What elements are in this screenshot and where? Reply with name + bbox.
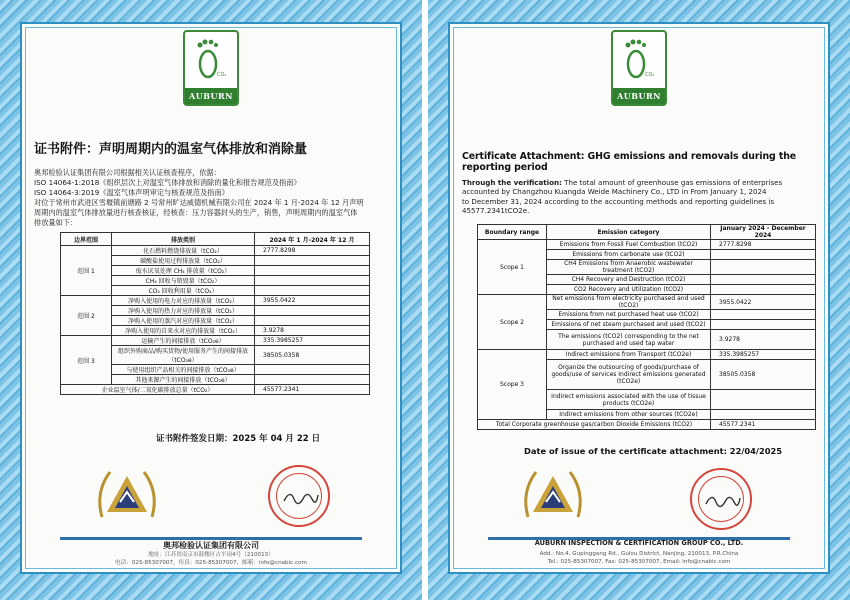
total-label: 企业温室气体/二氧化碳排放总量（tCO₂） xyxy=(61,385,255,395)
company-address: Add.: No.4, Gupinggang Rd., Gulou District, Nanjing, 210013, P.R.China xyxy=(539,551,739,557)
table-header-row xyxy=(61,233,370,246)
category-cell: Emissions from net purchased heat use (tCO2) xyxy=(547,310,711,320)
intro-line: ISO 14064-1:2018《组织层次上对温室气体排放和消除的量化和报告规范及指南》 xyxy=(34,178,301,187)
value-cell xyxy=(711,285,816,295)
intro-line: ISO 14064-3:2019《温室气体声明审定与核查规范及指南》 xyxy=(34,188,229,197)
category-cell: 净购入使用的电力对应的排放量（tCO₂） xyxy=(112,296,255,306)
category-cell: CO₂ 回收利用量（tCO₂） xyxy=(112,286,255,296)
intro-bold: Through the verification: xyxy=(462,178,562,187)
scope-cell: Scope 2 xyxy=(478,295,547,350)
intro-text xyxy=(462,178,820,216)
total-value: 45577.2341 xyxy=(711,420,816,430)
value-cell xyxy=(711,250,816,260)
category-cell: Emissions from Fossil Fuel Combustion (tCO2) xyxy=(547,240,711,250)
auburn-logo xyxy=(611,30,667,106)
accreditation-badge-icon xyxy=(518,462,588,532)
category-cell: Emissions from carbonate use (tCO2) xyxy=(547,250,711,260)
value-cell xyxy=(255,286,370,296)
intro-text xyxy=(34,168,392,228)
intro-line: accounted by Changzhou Kuangda Weide Machinery Co., LTD in From January 1, 2024 xyxy=(462,187,767,197)
value-cell xyxy=(255,256,370,266)
svg-text:CO₂: CO₂ xyxy=(645,72,655,78)
scope-cell: Scope 3 xyxy=(478,350,547,420)
emissions-table xyxy=(477,224,816,430)
footprint-icon xyxy=(193,38,225,80)
value-cell: 3955.0422 xyxy=(255,296,370,306)
accreditation-badge-icon xyxy=(92,462,162,532)
column-header: 2024 年 1 月-2024 年 12 月 xyxy=(255,233,370,246)
company-name: 奥邦检验认证集团有限公司 xyxy=(163,541,259,550)
emissions-table xyxy=(60,232,370,395)
certificate-page-chinese xyxy=(0,0,422,600)
value-cell xyxy=(255,266,370,276)
intro-line xyxy=(462,178,820,187)
intro-line-text: The total amount of greenhouse gas emissions of enterprises xyxy=(564,178,783,187)
category-cell: CH₄ 回收与销毁量（tCO₂） xyxy=(112,276,255,286)
column-header: Emission category xyxy=(547,225,711,240)
category-cell: 运输产生的间接排放（tCO₂e） xyxy=(112,336,255,346)
intro-line: 45577.2341tCO2e. xyxy=(462,206,530,216)
category-cell: 其他来源产生的间接排放（tCO₂e） xyxy=(112,375,255,385)
intro-line: 奥邦检验认证集团有限公司根据相关认证核查程序，依据： xyxy=(34,168,221,177)
intro-line: 对位于常州市武进区雪堰镇前塘路 2 号常州旷达威德机械有限公司在 2024 年 1 月-2024 年 12 月声明 xyxy=(34,198,364,207)
table-header-row xyxy=(478,225,816,240)
scope-cell: 范围 1 xyxy=(61,246,112,296)
value-cell: 38505.0358 xyxy=(255,346,370,365)
column-header: Boundary range xyxy=(478,225,547,240)
value-cell xyxy=(255,375,370,385)
total-label: Total Corporate greenhouse gas/carbon Dioxide Emissions (tCO2) xyxy=(478,420,711,430)
table-row xyxy=(478,240,816,250)
category-cell: 净购入使用的热力对应的排放量（tCO₂） xyxy=(112,306,255,316)
footprint-icon xyxy=(621,38,653,80)
value-cell: 2777.8298 xyxy=(255,246,370,256)
signature-icon xyxy=(282,487,320,507)
red-seal-stamp xyxy=(268,465,330,527)
logo-band: AUBURN xyxy=(613,88,665,104)
category-cell: Indirect emissions from Transport (tCO2e) xyxy=(547,350,711,360)
scope-cell: 范围 2 xyxy=(61,296,112,336)
value-cell xyxy=(711,260,816,275)
company-name: AUBURN INSPECTION & CERTIFICATION GROUP CO., LTD. xyxy=(534,539,744,547)
value-cell xyxy=(711,275,816,285)
value-cell: 3.9278 xyxy=(711,330,816,350)
column-header: 排放类别 xyxy=(112,233,255,246)
category-cell: 净购入使用的蒸汽对应的排放量（tCO₂） xyxy=(112,316,255,326)
table-row xyxy=(61,296,370,306)
value-cell xyxy=(255,316,370,326)
scope-cell: 范围 3 xyxy=(61,336,112,385)
category-cell: 废水厌氧处理 CH₄ 排放量（tCO₂） xyxy=(112,266,255,276)
value-cell xyxy=(255,365,370,375)
page-title: Certificate Attachment: GHG emissions and removals during the reporting period xyxy=(462,151,797,173)
category-cell: 净购入使用的自来水对应的排放量（tCO₂） xyxy=(112,326,255,336)
intro-line: 排放量如下： xyxy=(34,218,78,227)
column-header: January 2024 - December 2024 xyxy=(711,225,816,240)
value-cell: 3955.0422 xyxy=(711,295,816,310)
total-value: 45577.2341 xyxy=(255,385,370,395)
value-cell: 2777.8298 xyxy=(711,240,816,250)
company-contact: 电话：025-85307007，传真：025-85307007，邮箱：info@cnabic.com xyxy=(115,560,307,566)
category-cell: Indirect emissions associated with the use of tissue products (tCO2e) xyxy=(547,390,711,410)
svg-text:CO₂: CO₂ xyxy=(217,72,227,78)
company-address: 地址：江苏省南京市鼓楼区古平岗4号（210013） xyxy=(148,552,274,558)
category-cell: The emissions (tCO2) corresponding to the net purchased and used tap water xyxy=(547,330,711,350)
value-cell: 3.9278 xyxy=(255,326,370,336)
value-cell xyxy=(255,306,370,316)
intro-line: to December 31, 2024 according to the accounting methods and reporting guidelines is xyxy=(462,196,775,206)
value-cell: 335.3985257 xyxy=(255,336,370,346)
signature-icon xyxy=(704,490,742,510)
table-row xyxy=(61,246,370,256)
value-cell xyxy=(255,276,370,286)
value-cell xyxy=(711,310,816,320)
category-cell: Organize the outsourcing of goods/purchase of goods/use of services Indirect emissions generated (tCO2e) xyxy=(547,360,711,390)
category-cell: Net emissions from electricity purchased and used (tCO2) xyxy=(547,295,711,310)
total-row xyxy=(61,385,370,395)
category-cell: 化石燃料燃烧排放量（tCO₂） xyxy=(112,246,255,256)
auburn-logo xyxy=(183,30,239,106)
category-cell: CH4 Emissions from Anaerobic wastewater treatment (tCO2) xyxy=(547,260,711,275)
category-cell: 碳酸盐使用过程排放量（tCO₂） xyxy=(112,256,255,266)
category-cell: Indirect emissions from other sources (tCO2e) xyxy=(547,410,711,420)
table-row xyxy=(478,295,816,310)
category-cell: 与使用组织产品相关的间接排放（tCO₂e） xyxy=(112,365,255,375)
logo-band: AUBURN xyxy=(185,88,237,104)
value-cell xyxy=(711,410,816,420)
total-row xyxy=(478,420,816,430)
value-cell xyxy=(711,320,816,330)
table-row xyxy=(478,350,816,360)
certificate-page-english xyxy=(428,0,850,600)
issue-date: Date of issue of the certificate attachment: 22/04/2025 xyxy=(524,446,783,456)
table-row xyxy=(61,336,370,346)
column-header: 边界范围 xyxy=(61,233,112,246)
company-contact: Tel.: 025-85307007, Fax: 025-85307007, Email: info@cnabic.com xyxy=(547,559,731,565)
category-cell: 组织外购商品/购买货物/使用服务产生的间接排放（tCO₂e） xyxy=(112,346,255,365)
value-cell: 38505.0358 xyxy=(711,360,816,390)
value-cell: 335.3985257 xyxy=(711,350,816,360)
category-cell: CO2 Recovery and Utilization (tCO2) xyxy=(547,285,711,295)
scope-cell: Scope 1 xyxy=(478,240,547,295)
page-title: 证书附件：声明周期内的温室气体排放和消除量 xyxy=(34,142,308,157)
category-cell: CH4 Recovery and Destruction (tCO2) xyxy=(547,275,711,285)
value-cell xyxy=(711,390,816,410)
intro-line: 周期内的温室气体排放量进行核查核证，经核查：压力容器封头的生产，销售，声明周期内的温室气体 xyxy=(34,208,358,217)
issue-date: 证书附件签发日期：2025 年 04 月 22 日 xyxy=(156,434,321,444)
category-cell: Emissions of net steam purchased and used (tCO2) xyxy=(547,320,711,330)
red-seal-stamp xyxy=(690,468,752,530)
